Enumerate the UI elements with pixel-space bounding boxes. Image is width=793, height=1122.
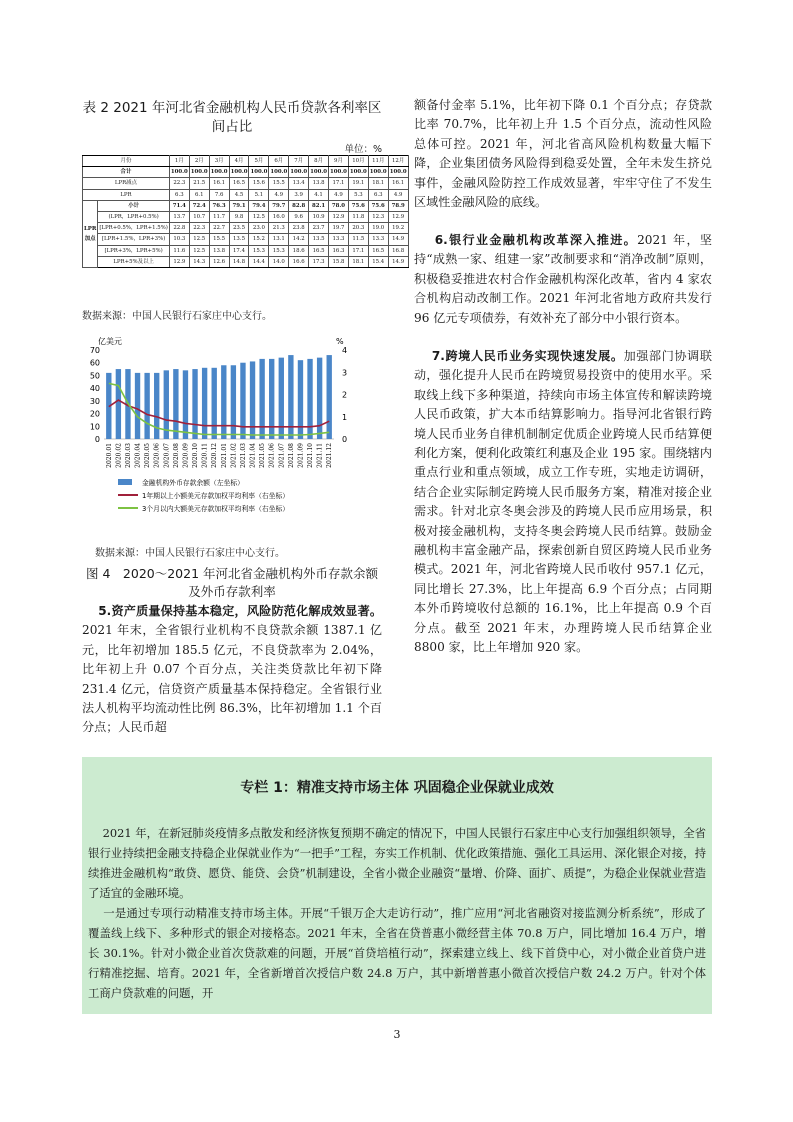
value-cell: 15.4 <box>368 256 388 267</box>
table-row <box>83 212 409 223</box>
header-month-cell: 11月 <box>368 156 388 167</box>
table-row <box>83 167 409 178</box>
column-box <box>82 757 712 1014</box>
value-cell: 12.9 <box>329 212 349 223</box>
table-title: 表 2 2021 年河北省金融机构人民币贷款各利率区间占比 <box>82 100 382 135</box>
value-cell: 22.3 <box>189 223 209 234</box>
row-label-cell: LPR+5%及以上 <box>98 256 170 267</box>
value-cell: 82.1 <box>309 200 329 211</box>
value-cell: 6.3 <box>368 189 388 200</box>
value-cell: 18.6 <box>289 245 309 256</box>
row-label-cell: LPR <box>83 189 170 200</box>
header-month-cell: 2月 <box>189 156 209 167</box>
value-cell: 17.3 <box>309 256 329 267</box>
value-cell: 14.4 <box>249 256 269 267</box>
header-month-cell: 1月 <box>169 156 189 167</box>
value-cell: 19.7 <box>329 223 349 234</box>
header-label-cell: 月份 <box>83 156 170 167</box>
value-cell: 15.5 <box>269 178 289 189</box>
value-cell: 4.9 <box>329 189 349 200</box>
right-tick-label: 1 <box>342 412 348 422</box>
header-month-cell: 6月 <box>269 156 289 167</box>
value-cell: 12.3 <box>368 212 388 223</box>
row-group-cell: LPR加点 <box>83 200 98 267</box>
row-label-cell: LPR减点 <box>83 178 170 189</box>
deposit-bar <box>202 368 207 439</box>
x-tick-label: 2020.01 <box>105 443 113 468</box>
table-row <box>83 200 409 211</box>
value-cell: 13.3 <box>329 234 349 245</box>
x-tick-label: 2020.09 <box>182 443 190 468</box>
value-cell: 15.6 <box>249 178 269 189</box>
x-tick-label: 2021.02 <box>230 443 238 468</box>
paragraph-heading: 6.银行业金融机构改革深入推进。 <box>434 233 638 247</box>
table-row <box>83 189 409 200</box>
deposit-bar <box>231 365 236 439</box>
x-tick-label: 2020.10 <box>192 443 200 468</box>
value-cell: 3.9 <box>289 189 309 200</box>
value-cell: 23.5 <box>229 223 249 234</box>
left-tick-label: 60 <box>89 358 100 368</box>
left-tick-label: 0 <box>94 435 100 444</box>
x-tick-label: 2021.12 <box>326 443 334 468</box>
table-row <box>83 178 409 189</box>
value-cell: 14.3 <box>189 256 209 267</box>
x-tick-label: 2021.10 <box>307 443 315 468</box>
deposit-bar <box>221 365 226 439</box>
value-cell: 78.9 <box>388 200 408 211</box>
value-cell: 16.3 <box>329 245 349 256</box>
value-cell: 11.7 <box>209 212 229 223</box>
x-tick-label: 2020.06 <box>153 443 161 468</box>
value-cell: 11.8 <box>348 212 368 223</box>
value-cell: 13.5 <box>229 234 249 245</box>
x-tick-label: 2021.06 <box>268 443 276 468</box>
value-cell: 4.9 <box>269 189 289 200</box>
row-label-cell: [LPR+1.5%，LPR+3%) <box>98 234 170 245</box>
table-row <box>83 245 409 256</box>
value-cell: 72.4 <box>189 200 209 211</box>
header-month-cell: 10月 <box>348 156 368 167</box>
table-row <box>83 256 409 267</box>
row-label-cell: [LPR+0.5%，LPR+1.5%) <box>98 223 170 234</box>
value-cell: 13.4 <box>289 178 309 189</box>
value-cell: 82.8 <box>289 200 309 211</box>
value-cell: 14.8 <box>229 256 249 267</box>
value-cell: 16.8 <box>388 245 408 256</box>
value-cell: 9.6 <box>289 212 309 223</box>
value-cell: 5.1 <box>249 189 269 200</box>
deposit-bar <box>116 369 121 439</box>
value-cell: 15.3 <box>249 245 269 256</box>
value-cell: 15.3 <box>269 245 289 256</box>
left-tick-label: 20 <box>89 409 100 419</box>
deposit-bar <box>317 358 322 439</box>
value-cell: 23.0 <box>249 223 269 234</box>
deposit-bar <box>144 373 149 439</box>
paragraph-body: 加强部门协调联动，强化提升人民币在跨境贸易投资中的使用水平。采取线上线下多种渠道，持续向市场主体宣传和解读跨境人民币政策，扩大本币结算影响力。指导河北省银行跨境人民币业务自律机制制定优质企业跨境人民币结算便利化方案，便利化政策红利惠及企业 195 家。围绕辖内重点行业和重点领域，成立工作专班，实地走访调研，结合企业实际制定跨境人民币服务方案，精准对接企业需求。针对北京冬奥会涉及的跨境人民币应用场景，积极对接金融机构，支持冬奥会跨境人民币结算。鼓励金融机构丰富金融产品，探索创新自贸区跨境人民币业务模式。2021 年，河北省跨境人民币收付 957.1 亿元，同比增长 27.3%，比上年提高 6.9 个百分点；占同期本外币跨境收付总额的 16.1%，比上年提高 0.9 个百分点。截至 2021 年末，办理跨境人民币结算企业 8800 家，比上年增加 920 家。 <box>414 349 712 655</box>
row-label-cell: [LPR+3%，LPR+5%) <box>98 245 170 256</box>
value-cell: 17.1 <box>329 178 349 189</box>
table-row <box>83 223 409 234</box>
left-tick-label: 40 <box>89 384 100 394</box>
value-cell: 71.4 <box>169 200 189 211</box>
value-cell: 11.6 <box>169 245 189 256</box>
value-cell: 4.9 <box>388 189 408 200</box>
paragraph-body: 2021 年，坚持“成熟一家、组建一家”改制要求和“消净改制”原则，积极稳妥推进农村合作金融机构深化改革，省内 4 家农合机构启动改制工作。2021 年河北省地方政府共发行 96 亿元专项债券，有效补充了部分中小银行资本。 <box>414 233 712 325</box>
value-cell: 19.1 <box>348 178 368 189</box>
value-cell: 78.0 <box>329 200 349 211</box>
figure-title: 图 4 2020～2021 年河北省金融机构外币存款余额及外币存款利率 <box>85 566 379 599</box>
value-cell: 12.9 <box>169 256 189 267</box>
legend-label: 3个月以内大额美元存款加权平均利率（右坐标） <box>142 505 290 513</box>
row-label-cell: (LPR，LPR+0.5%) <box>98 212 170 223</box>
interest-rate-table <box>82 155 409 268</box>
value-cell: 100.0 <box>289 167 309 178</box>
table-row <box>83 234 409 245</box>
value-cell: 100.0 <box>169 167 189 178</box>
value-cell: 15.8 <box>329 256 349 267</box>
value-cell: 75.6 <box>368 200 388 211</box>
value-cell: 100.0 <box>348 167 368 178</box>
deposit-bar <box>183 370 188 439</box>
header-month-cell: 7月 <box>289 156 309 167</box>
value-cell: 4.5 <box>229 189 249 200</box>
paragraph-heading: 5.资产质量保持基本稳定，风险防范化解成效显著。 <box>98 604 382 618</box>
value-cell: 11.5 <box>348 234 368 245</box>
value-cell: 14.9 <box>388 256 408 267</box>
left-tick-label: 70 <box>89 346 100 355</box>
liquidity-paragraph: 额备付金率 5.1%，比年初下降 0.1 个百分点；存贷款比率 70.7%，比年初上升 1.5 个百分点，流动性风险总体可控。2021 年，河北省高风险机构数量大幅下降，企业集团债务风险得到稳妥处置，全年未发生挤兑事件，金融风险防控工作成效显著，牢牢守住了不发生区域性金融风险的底线。 <box>414 98 712 210</box>
x-tick-label: 2021.05 <box>259 443 267 468</box>
value-cell: 16.0 <box>269 212 289 223</box>
value-cell: 18.1 <box>348 256 368 267</box>
value-cell: 22.8 <box>169 223 189 234</box>
left-tick-label: 30 <box>89 396 100 406</box>
box-paragraph <box>88 903 706 1003</box>
value-cell: 100.0 <box>209 167 229 178</box>
legend-label: 金融机构外币存款余额（左坐标） <box>142 479 244 487</box>
value-cell: 10.7 <box>189 212 209 223</box>
bank-reform-paragraph <box>414 231 712 328</box>
value-cell: 100.0 <box>368 167 388 178</box>
deposit-bar <box>192 369 197 439</box>
value-cell: 18.1 <box>368 178 388 189</box>
x-tick-label: 2020.04 <box>134 443 142 468</box>
deposit-bar <box>164 370 169 439</box>
value-cell: 13.1 <box>269 234 289 245</box>
deposit-bar <box>173 369 178 439</box>
value-cell: 4.1 <box>309 189 329 200</box>
value-cell: 15.5 <box>209 234 229 245</box>
deposit-bar <box>212 368 217 439</box>
x-tick-label: 2021.08 <box>287 443 295 468</box>
value-cell: 6.1 <box>189 189 209 200</box>
value-cell: 16.1 <box>209 178 229 189</box>
x-tick-label: 2020.11 <box>201 443 209 468</box>
x-tick-label: 2021.11 <box>316 443 324 468</box>
value-cell: 9.8 <box>229 212 249 223</box>
value-cell: 79.4 <box>249 200 269 211</box>
header-month-cell: 9月 <box>329 156 349 167</box>
x-tick-label: 2020.03 <box>124 443 132 468</box>
x-tick-label: 2020.05 <box>144 443 152 468</box>
value-cell: 21.5 <box>189 178 209 189</box>
value-cell: 100.0 <box>249 167 269 178</box>
value-cell: 15.2 <box>249 234 269 245</box>
value-cell: 76.3 <box>209 200 229 211</box>
value-cell: 17.1 <box>348 245 368 256</box>
value-cell: 75.6 <box>348 200 368 211</box>
value-cell: 16.5 <box>229 178 249 189</box>
value-cell: 13.8 <box>209 245 229 256</box>
deposit-bar <box>327 355 332 439</box>
value-cell: 13.5 <box>309 234 329 245</box>
value-cell: 21.3 <box>269 223 289 234</box>
row-label-cell: 小计 <box>98 200 170 211</box>
x-tick-label: 2020.08 <box>172 443 180 468</box>
x-tick-label: 2021.09 <box>297 443 305 468</box>
value-cell: 10.9 <box>309 212 329 223</box>
right-tick-label: 4 <box>342 346 348 355</box>
value-cell: 22.3 <box>169 178 189 189</box>
value-cell: 10.3 <box>169 234 189 245</box>
paragraph-heading: 7.跨境人民币业务实现快速发展。 <box>431 349 624 363</box>
left-axis-unit: 亿美元 <box>98 337 122 346</box>
right-tick-label: 3 <box>342 368 348 378</box>
value-cell: 100.0 <box>388 167 408 178</box>
table-header-row <box>83 156 409 167</box>
chart-source: 数据来源：中国人民银行石家庄中心支行。 <box>95 548 285 559</box>
value-cell: 100.0 <box>189 167 209 178</box>
page-number: 3 <box>393 1028 401 1041</box>
left-tick-label: 50 <box>89 371 100 381</box>
value-cell: 23.7 <box>309 223 329 234</box>
value-cell: 13.7 <box>169 212 189 223</box>
value-cell: 19.2 <box>388 223 408 234</box>
value-cell: 13.8 <box>309 178 329 189</box>
box-paragraph <box>88 823 706 903</box>
value-cell: 16.5 <box>368 245 388 256</box>
header-month-cell: 8月 <box>309 156 329 167</box>
x-tick-label: 2020.07 <box>163 443 171 468</box>
header-month-cell: 12月 <box>388 156 408 167</box>
value-cell: 79.1 <box>229 200 249 211</box>
right-axis-unit: % <box>336 337 344 346</box>
deposit-bar <box>135 373 140 439</box>
legend-label: 1年期以上小额美元存款加权平均利率（右坐标） <box>142 492 290 500</box>
cross-border-rmb-paragraph <box>414 347 712 658</box>
value-cell: 100.0 <box>329 167 349 178</box>
paragraph-body: 2021 年末，全省银行业机构不良贷款余额 1387.1 亿元，比年初增加 185.5 亿元，不良贷款率为 2.04%，比年初上升 0.07 个百分点，关注类贷款比年初下降 231.4 亿元，信贷资产质量基本保持稳定。全省银行业法人机构平均流动性比例 86.3%，比年初增加 1.1 个百分点；人民币超 <box>82 623 382 735</box>
value-cell: 100.0 <box>309 167 329 178</box>
value-cell: 12.5 <box>189 245 209 256</box>
value-cell: 12.5 <box>249 212 269 223</box>
value-cell: 16.5 <box>309 245 329 256</box>
table-source: 数据来源：中国人民银行石家庄中心支行。 <box>82 311 272 322</box>
value-cell: 14.9 <box>388 234 408 245</box>
value-cell: 12.5 <box>189 234 209 245</box>
x-tick-label: 2020.12 <box>211 443 219 468</box>
rate-line <box>109 400 329 427</box>
x-tick-label: 2021.01 <box>220 443 228 468</box>
header-month-cell: 4月 <box>229 156 249 167</box>
value-cell: 17.4 <box>229 245 249 256</box>
value-cell: 23.8 <box>289 223 309 234</box>
value-cell: 13.3 <box>368 234 388 245</box>
value-cell: 100.0 <box>269 167 289 178</box>
x-tick-label: 2020.02 <box>115 443 123 468</box>
value-cell: 12.9 <box>388 212 408 223</box>
header-month-cell: 5月 <box>249 156 269 167</box>
value-cell: 22.7 <box>209 223 229 234</box>
value-cell: 16.1 <box>388 178 408 189</box>
asset-quality-paragraph <box>82 602 382 738</box>
box-paragraph-text: 2021 年，在新冠肺炎疫情多点散发和经济恢复预期不确定的情况下，中国人民银行石家庄中心支行加强组织领导，全省银行业持续把金融支持稳企业保就业作为“一把手”工程，夯实工作机制、优化政策措施、强化工具运用、深化银企对接，持续推进金融机构“敢贷、愿贷、能贷、会贷”机制建设，全省小微企业融资“量增、价降、面扩、质提”，为稳企业保就业营造了适宜的金融环境。 <box>88 826 706 900</box>
value-cell: 19.0 <box>368 223 388 234</box>
right-tick-label: 0 <box>342 435 348 444</box>
box-body <box>88 823 706 1003</box>
header-month-cell: 3月 <box>209 156 229 167</box>
value-cell: 6.3 <box>169 189 189 200</box>
right-tick-label: 2 <box>342 390 348 400</box>
value-cell: 14.0 <box>269 256 289 267</box>
value-cell: 79.7 <box>269 200 289 211</box>
left-tick-label: 10 <box>89 422 100 432</box>
value-cell: 16.6 <box>289 256 309 267</box>
value-cell: 12.6 <box>209 256 229 267</box>
legend-swatch <box>118 479 132 485</box>
table-unit: 单位：% <box>344 144 382 155</box>
row-label-cell: 合计 <box>83 167 170 178</box>
value-cell: 20.3 <box>348 223 368 234</box>
value-cell: 7.6 <box>209 189 229 200</box>
x-tick-label: 2021.03 <box>239 443 247 468</box>
value-cell: 100.0 <box>229 167 249 178</box>
box-title: 专栏 1：精准支持市场主体 巩固稳企业保就业成效 <box>240 780 554 796</box>
box-paragraph-text: 一是通过专项行动精准支持市场主体。开展“千银万企大走访行动”，推广应用“河北省融资对接监测分析系统”，形成了覆盖线上线下、多种形式的银企对接格态。2021 年末，全省在贷普惠小微经营主体 70.8 万户，同比增加 16.4 万户，增长 30.1%。针对小微企业首次贷款难的问题，开展“首贷培植行动”，探索建立线上、线下首贷中心，对小微企业首贷户进行精准挖掘、培育。2021 年，全省新增首次授信户数 24.8 万户，其中新增普惠小微首次授信户数 24.2 万户。针对个体工商户贷款难的问题，开 <box>88 906 706 1000</box>
x-tick-label: 2021.04 <box>249 443 257 468</box>
foreign-deposit-chart <box>82 335 382 525</box>
x-tick-label: 2021.07 <box>278 443 286 468</box>
value-cell: 14.2 <box>289 234 309 245</box>
value-cell: 5.3 <box>348 189 368 200</box>
